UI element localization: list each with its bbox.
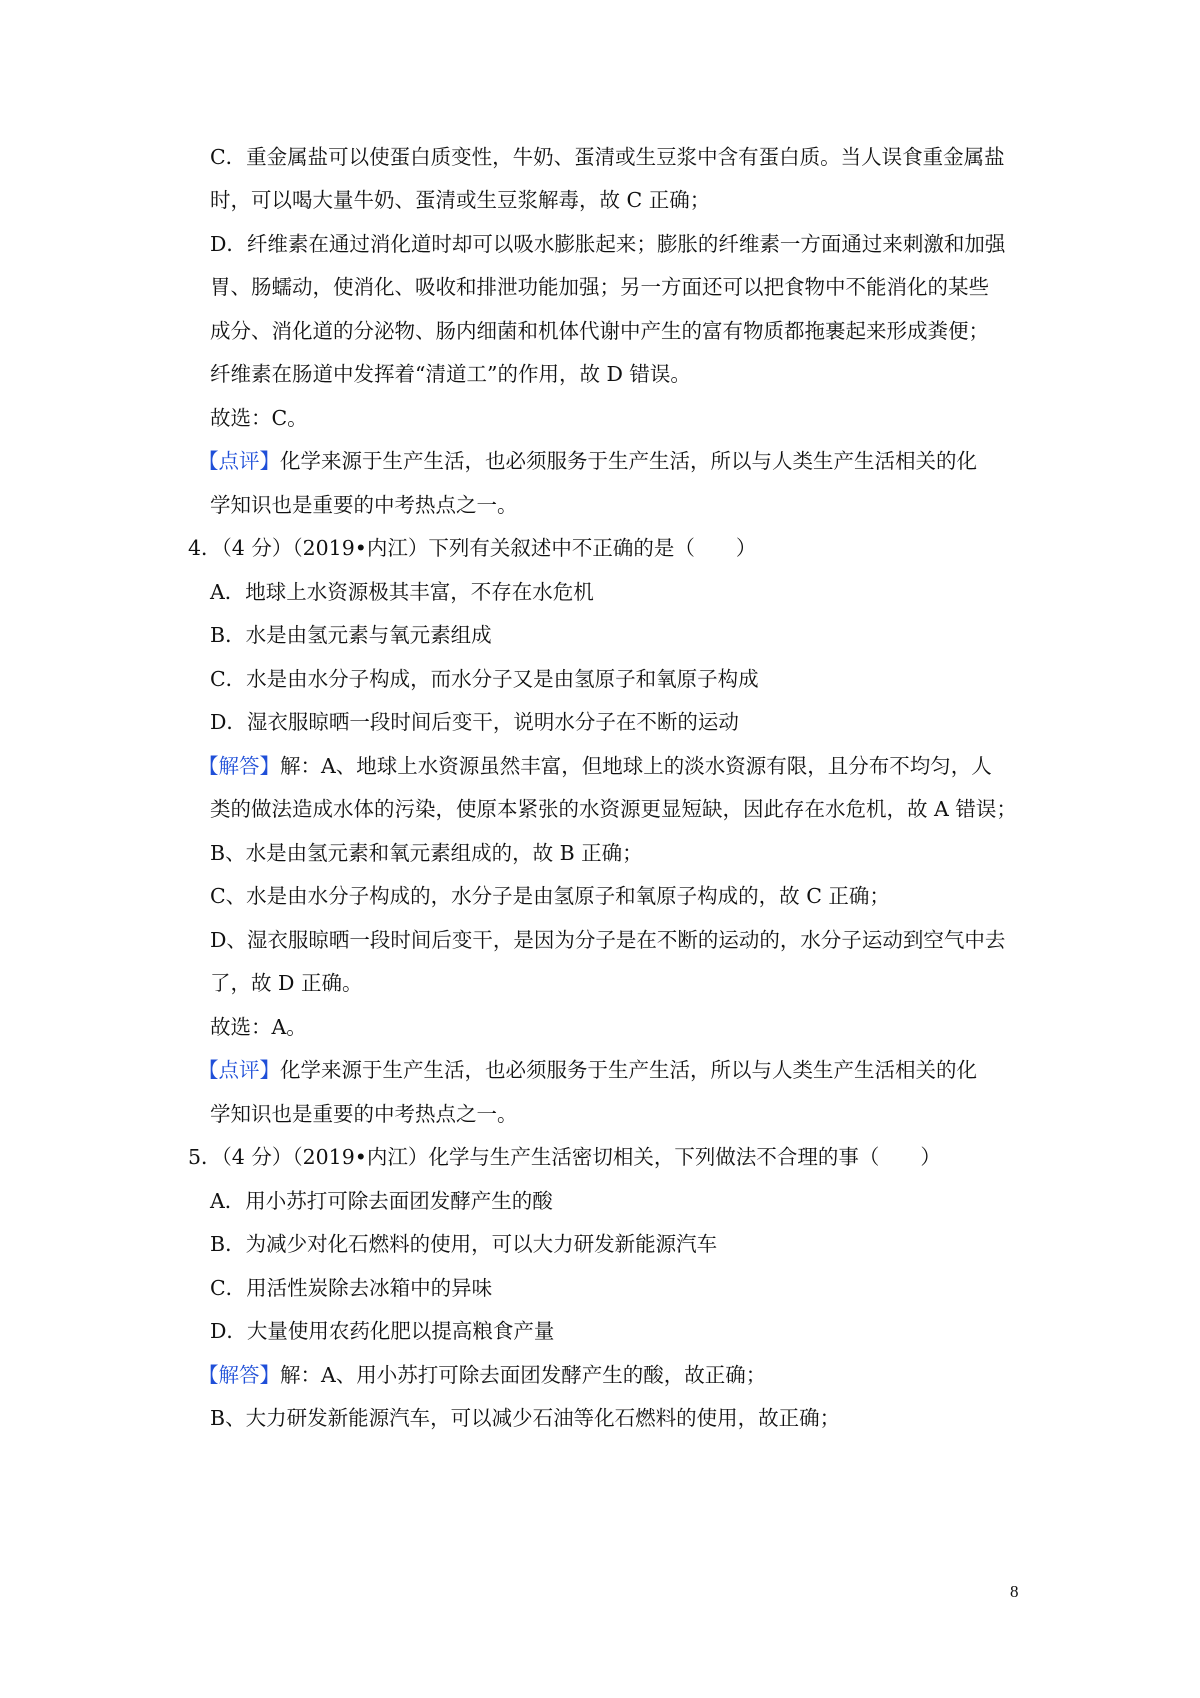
comment-line: 【点评】化学来源于生产生活，也必须服务于生产生活，所以与人类生产生活相关的化 [198, 449, 977, 473]
option-line: A．地球上水资源极其丰富，不存在水危机 [210, 580, 594, 604]
text-line: 类的做法造成水体的污染，使原本紧张的水资源更显短缺，因此存在水危机，故 A 错误； [210, 797, 1017, 821]
option-line: A．用小苏打可除去面团发酵产生的酸 [210, 1189, 553, 1213]
text-line: 学知识也是重要的中考热点之一。 [210, 1102, 518, 1126]
text-line: 故选：A。 [210, 1015, 307, 1039]
text-line: 胃、肠蠕动，使消化、吸收和排泄功能加强；另一方面还可以把食物中不能消化的某些 [210, 275, 989, 299]
option-line: C．用活性炭除去冰箱中的异味 [210, 1276, 493, 1300]
comment-tag: 【点评】 [198, 1058, 280, 1082]
text-line: D．纤维素在通过消化道时却可以吸水膨胀起来；膨胀的纤维素一方面通过来刺激和加强 [210, 232, 1006, 256]
option-line: D．湿衣服晾晒一段时间后变干，说明水分子在不断的运动 [210, 710, 739, 734]
text-line: B、水是由氢元素和氧元素组成的，故 B 正确； [210, 841, 643, 865]
text-line: 时，可以喝大量牛奶、蛋清或生豆浆解毒，故 C 正确； [210, 188, 711, 212]
option-line: B．为减少对化石燃料的使用，可以大力研发新能源汽车 [210, 1232, 718, 1256]
page-number: 8 [1010, 1582, 1019, 1601]
option-line: D．大量使用农药化肥以提高粮食产量 [210, 1319, 555, 1343]
question-5-title: 5．（4 分）（2019•内江）化学与生产生活密切相关，下列做法不合理的事（ ） [188, 1145, 941, 1169]
text-line: 故选：C。 [210, 406, 308, 430]
comment-tag: 【点评】 [198, 449, 280, 473]
answer-tag: 【解答】 [198, 1363, 280, 1387]
text-line: 了，故 D 正确。 [210, 971, 363, 995]
text-line: 成分、消化道的分泌物、肠内细菌和机体代谢中产生的富有物质都拖裹起来形成粪便； [210, 319, 989, 343]
text-line: C．重金属盐可以使蛋白质变性，牛奶、蛋清或生豆浆中含有蛋白质。当人误食重金属盐 [210, 145, 1005, 169]
answer-line: 【解答】解：A、用小苏打可除去面团发酵产生的酸，故正确； [198, 1363, 767, 1387]
option-line: B．水是由氢元素与氧元素组成 [210, 623, 492, 647]
text-line: 纤维素在肠道中发挥着“清道工”的作用，故 D 错误。 [210, 362, 691, 386]
option-line: C．水是由水分子构成，而水分子又是由氢原子和氧原子构成 [210, 667, 759, 691]
answer-tag: 【解答】 [198, 754, 280, 778]
text-line: 学知识也是重要的中考热点之一。 [210, 493, 518, 517]
question-4-title: 4．（4 分）（2019•内江）下列有关叙述中不正确的是（ ） [188, 536, 757, 560]
text-line: B、大力研发新能源汽车，可以减少石油等化石燃料的使用，故正确； [210, 1406, 841, 1430]
comment-line: 【点评】化学来源于生产生活，也必须服务于生产生活，所以与人类生产生活相关的化 [198, 1058, 977, 1082]
text-line: C、水是由水分子构成的，水分子是由氢原子和氧原子构成的，故 C 正确； [210, 884, 890, 908]
answer-line: 【解答】解：A、地球上水资源虽然丰富，但地球上的淡水资源有限，且分布不均匀，人 [198, 754, 992, 778]
text-line: D、湿衣服晾晒一段时间后变干，是因为分子是在不断的运动的，水分子运动到空气中去 [210, 928, 1006, 952]
